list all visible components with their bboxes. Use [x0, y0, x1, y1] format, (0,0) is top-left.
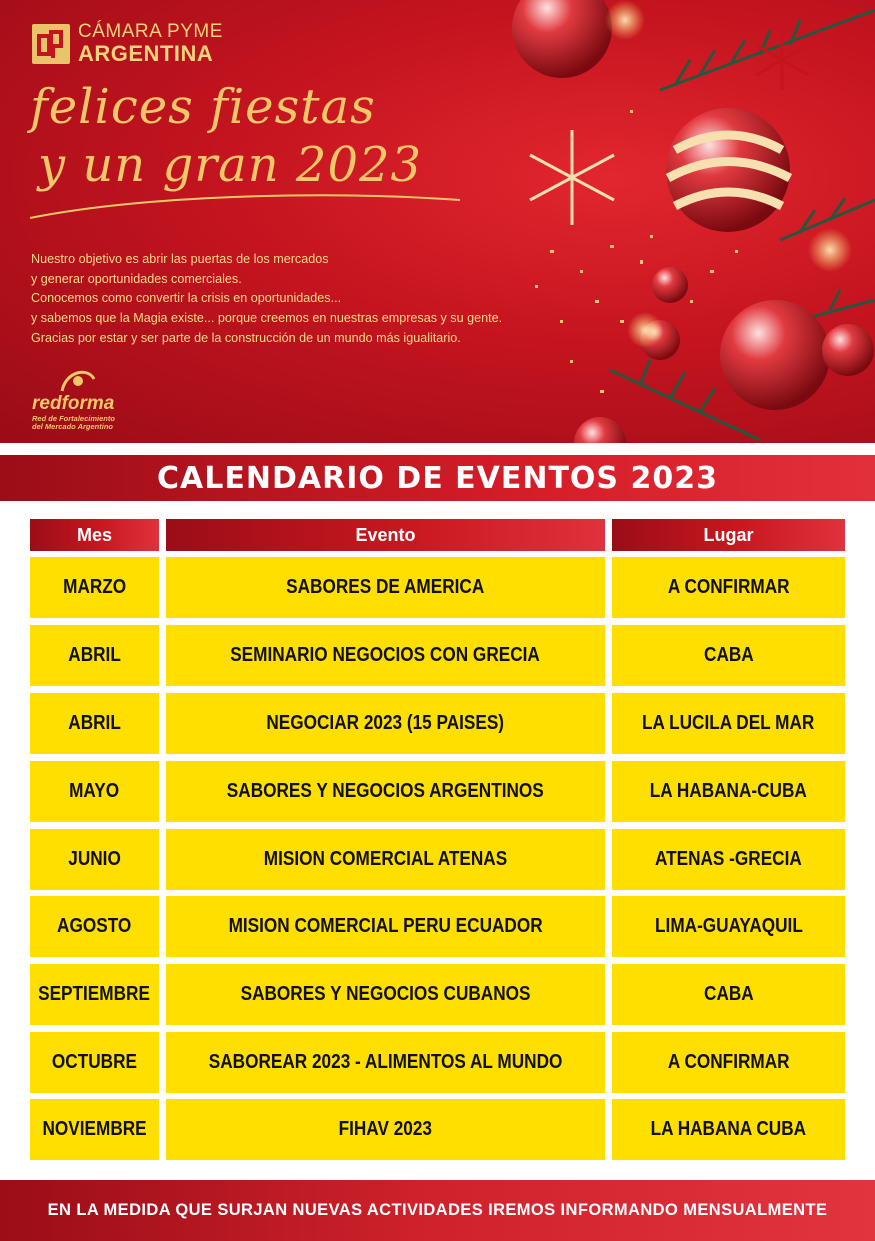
redforma-sub1: Red de Fortalecimiento	[32, 414, 115, 423]
cell-lugar: LA HABANA-CUBA	[612, 761, 845, 822]
cell-mes: OCTUBRE	[30, 1032, 159, 1093]
cell-mes: ABRIL	[30, 625, 159, 686]
redforma-sub2: del Mercado Argentino	[32, 422, 113, 431]
cell-lugar: CABA	[612, 964, 845, 1025]
greeting-line2: y un gran 2023	[38, 137, 423, 193]
intro-line: Conocemos como convertir la crisis en oportunidades...	[31, 291, 342, 306]
calendar-title: CALENDARIO DE EVENTOS 2023	[157, 460, 718, 496]
cell-evento: SABORES Y NEGOCIOS ARGENTINOS	[166, 761, 605, 822]
cell-lugar: LIMA-GUAYAQUIL	[612, 896, 845, 957]
cell-evento: MISION COMERCIAL PERU ECUADOR	[166, 896, 605, 957]
cell-mes: SEPTIEMBRE	[30, 964, 159, 1025]
greeting-line1: felices fiestas	[30, 79, 376, 135]
cell-lugar: A CONFIRMAR	[612, 557, 845, 618]
cell-lugar: ATENAS -GRECIA	[612, 829, 845, 890]
cell-evento: SABOREAR 2023 - ALIMENTOS AL MUNDO	[166, 1032, 605, 1093]
cell-mes: MAYO	[30, 761, 159, 822]
cell-mes: AGOSTO	[30, 896, 159, 957]
column-header-evento: Evento	[166, 519, 605, 551]
intro-line: y sabemos que la Magia existe... porque creemos en nuestras empresas y su gente.	[31, 311, 503, 326]
column-header-mes: Mes	[30, 519, 159, 551]
cell-evento: NEGOCIAR 2023 (15 PAISES)	[166, 693, 605, 754]
cell-mes: MARZO	[30, 557, 159, 618]
cell-lugar: LA LUCILA DEL MAR	[612, 693, 845, 754]
redforma-name: redforma	[32, 393, 115, 414]
cell-lugar: CABA	[612, 625, 845, 686]
intro-line: Nuestro objetivo es abrir las puertas de los mercados	[31, 252, 329, 266]
cell-evento: SABORES Y NEGOCIOS CUBANOS	[166, 964, 605, 1025]
footer-band	[0, 1180, 875, 1241]
intro-line: Gracias por estar y ser parte de la construcción de un mundo más igualitario.	[31, 330, 461, 345]
cell-evento: FIHAV 2023	[166, 1099, 605, 1160]
cell-evento: SABORES DE AMERICA	[166, 557, 605, 618]
logo-line1: CÁMARA PYME	[78, 21, 223, 42]
logo-line2: ARGENTINA	[78, 41, 214, 66]
cell-mes: ABRIL	[30, 693, 159, 754]
intro-line: y generar oportunidades comerciales.	[31, 271, 242, 286]
cell-evento: MISION COMERCIAL ATENAS	[166, 829, 605, 890]
footer-note: EN LA MEDIDA QUE SURJAN NUEVAS ACTIVIDADES IREMOS INFORMANDO MENSUALMENTE	[47, 1201, 828, 1219]
cell-evento: SEMINARIO NEGOCIOS CON GRECIA	[166, 625, 605, 686]
column-header-lugar: Lugar	[612, 519, 845, 551]
cell-mes: JUNIO	[30, 829, 159, 890]
cell-mes: NOVIEMBRE	[30, 1099, 159, 1160]
cell-lugar: A CONFIRMAR	[612, 1032, 845, 1093]
cell-lugar: LA HABANA CUBA	[612, 1099, 845, 1160]
